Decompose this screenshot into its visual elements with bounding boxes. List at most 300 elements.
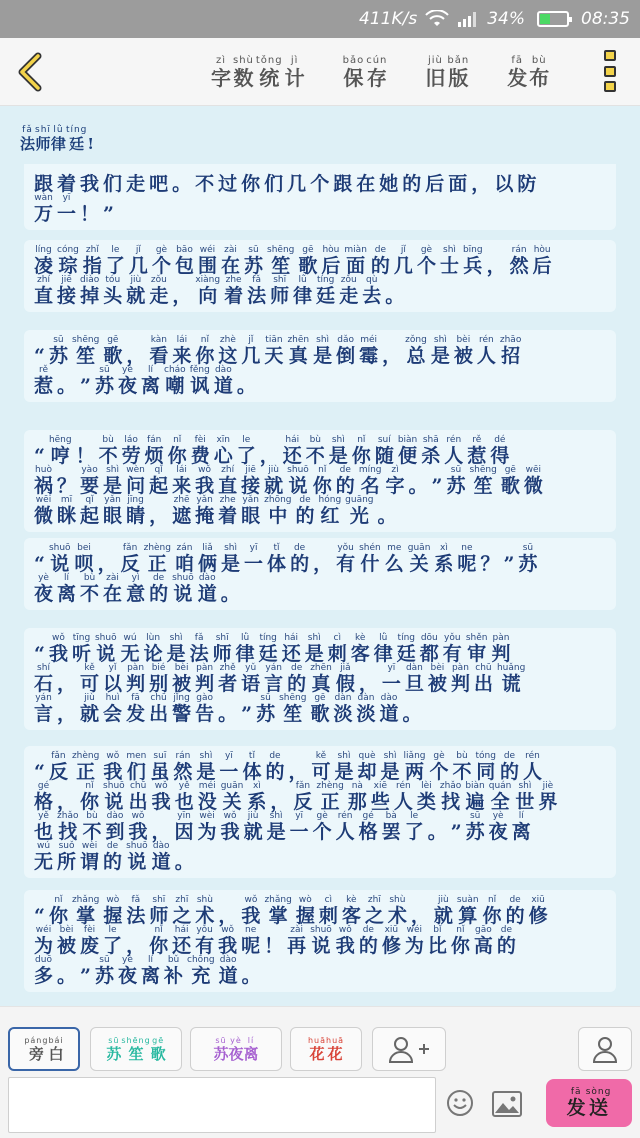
pinyin (390, 336, 393, 345)
pinyin: dào (380, 693, 398, 703)
signal-icon (457, 11, 479, 27)
ruby-char (126, 694, 145, 724)
hanzi: 法 (126, 905, 146, 927)
pinyin (65, 664, 68, 673)
pinyin: biàn (397, 435, 418, 445)
pinyin (386, 496, 389, 505)
hanzi: 的 (496, 935, 516, 957)
hanzi: “ (34, 345, 45, 367)
hanzi: “ (34, 761, 45, 783)
ruby-char (190, 634, 209, 664)
pinyin: bù (83, 573, 96, 583)
hanzi: 歌 (103, 345, 123, 367)
hanzi: 意 (126, 583, 146, 605)
hanzi: 起 (149, 475, 169, 497)
hanzi: 法 (247, 285, 267, 307)
pinyin: tǐ (248, 751, 255, 761)
hanzi: 出 (473, 673, 493, 695)
pinyin: fǎ (194, 633, 204, 643)
network-speed: 411K/s (359, 9, 418, 29)
pinyin: gè (316, 811, 328, 821)
ruby-char (126, 466, 145, 496)
pinyin: zhèng (71, 751, 100, 761)
text-line (34, 634, 606, 664)
pinyin: chū (475, 663, 492, 673)
pinyin: wēi (35, 495, 52, 505)
ruby-char (221, 246, 240, 276)
ruby-char (103, 896, 122, 926)
pinyin: shuō (287, 465, 309, 475)
hanzi: 正 (147, 553, 167, 575)
pinyin (42, 164, 45, 173)
hanzi: 字 (211, 66, 231, 90)
ruby-char (405, 926, 424, 956)
hanzi: 微 (34, 505, 54, 527)
pinyin: sū (248, 245, 259, 255)
pinyin: gé (37, 781, 50, 791)
pinyin (134, 164, 137, 173)
ruby-char (172, 694, 191, 724)
hanzi: 花 (309, 1044, 325, 1063)
pinyin: lùn (146, 633, 161, 643)
ruby-char (375, 436, 394, 466)
pinyin: tíng (397, 633, 415, 643)
pinyin (411, 694, 414, 703)
pinyin: yè (122, 955, 133, 965)
ruby-char (421, 436, 440, 466)
pinyin (180, 164, 183, 173)
pinyin: dé (494, 435, 506, 445)
battery-percent: 34% (487, 9, 525, 29)
ruby-char (287, 466, 309, 496)
pinyin: bié (151, 663, 166, 673)
hanzi: 问 (126, 475, 146, 497)
hanzi: 被 (427, 673, 447, 695)
ruby-char (20, 126, 35, 152)
pinyin: shì (383, 751, 397, 761)
ruby-char (173, 752, 192, 782)
ruby-char (310, 694, 329, 724)
hanzi: 的 (370, 255, 390, 277)
hanzi: 笙 (283, 703, 303, 725)
hanzi: 个 (429, 761, 449, 783)
pinyin: míng (358, 465, 382, 475)
ruby-char (141, 956, 160, 986)
pinyin: bù (102, 435, 114, 445)
ruby-char (385, 544, 404, 574)
hanzi: 是 (334, 761, 354, 783)
hanzi: 夜 (117, 965, 137, 987)
hanzi: 苏 (106, 1044, 122, 1063)
ruby-char (279, 694, 306, 724)
pinyin: yè (230, 1035, 242, 1045)
send-button[interactable] (546, 1079, 632, 1127)
ruby-char (103, 164, 122, 194)
pinyin: sū (99, 365, 110, 375)
pinyin: zhēn (287, 335, 310, 345)
old-version-button[interactable] (424, 56, 470, 88)
ruby-char (57, 496, 76, 526)
ruby-char (34, 544, 45, 574)
ruby-char (443, 634, 462, 664)
paragraph-card[interactable] (24, 330, 616, 402)
ruby-char (95, 634, 117, 664)
ruby-char (218, 896, 237, 926)
pinyin: jiù (438, 895, 449, 905)
ruby-char (352, 436, 371, 466)
hanzi: 正 (320, 791, 340, 813)
pinyin: nǐ (357, 435, 366, 445)
pinyin (436, 812, 439, 821)
ruby-char (287, 336, 309, 366)
hanzi: ， (126, 935, 146, 957)
hanzi: 廷 (258, 643, 278, 665)
add-character-button[interactable] (372, 1027, 446, 1071)
user-button[interactable] (578, 1027, 632, 1071)
pinyin (249, 164, 252, 173)
hanzi: 歌 (500, 475, 520, 497)
ruby-char (34, 436, 45, 466)
pinyin: fā (570, 1087, 582, 1097)
pinyin: zhè (219, 335, 236, 345)
pinyin: shù (389, 895, 406, 905)
paragraph-card[interactable] (24, 890, 616, 992)
hanzi: 会 (103, 703, 123, 725)
ruby-char (417, 782, 436, 812)
pinyin: lí (247, 1035, 255, 1045)
paragraph-card[interactable] (24, 538, 616, 610)
hanzi: 两 (405, 761, 425, 783)
pinyin (84, 366, 87, 375)
ruby-char (403, 694, 422, 724)
ruby-char (213, 1037, 228, 1062)
ruby-char (190, 366, 210, 396)
pinyin: kè (346, 895, 357, 905)
hanzi: 面 (346, 255, 366, 277)
pinyin: zhǐ (85, 245, 99, 255)
pinyin: zhě (219, 663, 236, 673)
ruby-char (98, 544, 117, 574)
ruby-char (242, 956, 261, 986)
hanzi: 。 (218, 703, 238, 725)
ruby-char (121, 544, 140, 574)
ruby-char (34, 366, 53, 396)
pinyin: bǐ (433, 925, 442, 935)
pinyin: nǐ (318, 465, 327, 475)
pinyin: huò (35, 465, 52, 475)
ruby-char (247, 782, 266, 812)
hanzi: ， (57, 673, 77, 695)
hanzi: 是 (103, 475, 123, 497)
ruby-char (121, 1037, 150, 1062)
pinyin: shì (307, 633, 321, 643)
hanzi: 判 (126, 673, 146, 695)
hanzi: 眯 (57, 505, 77, 527)
pinyin: shì (316, 335, 330, 345)
save-button[interactable] (342, 56, 389, 88)
pinyin: lí (518, 811, 524, 821)
ruby-char (80, 956, 91, 986)
ruby-char (103, 926, 122, 956)
pinyin: zhāo (499, 335, 522, 345)
pinyin: fǎn (51, 751, 66, 761)
pinyin: qǐ (85, 495, 94, 505)
ruby-char (474, 664, 493, 694)
hanzi: 布 (529, 66, 550, 90)
hanzi: 刺 (318, 905, 338, 927)
ruby-char (214, 366, 233, 396)
ruby-char (144, 634, 163, 664)
hanzi: 头 (103, 285, 123, 307)
pinyin: zhe (219, 495, 236, 505)
ruby-char (328, 634, 347, 664)
ruby-char (34, 812, 53, 842)
ruby-char (126, 926, 145, 956)
pinyin: xì (252, 781, 261, 791)
pinyin (134, 926, 137, 935)
ruby-char (80, 694, 99, 724)
pinyin (65, 164, 68, 173)
hanzi: 直 (218, 475, 238, 497)
hanzi: 说 (50, 553, 70, 575)
paragraph-card[interactable] (24, 240, 616, 312)
pinyin: guān (407, 543, 431, 553)
pinyin: huì (105, 693, 120, 703)
ruby-char (122, 436, 141, 466)
paragraph-card[interactable] (24, 430, 616, 532)
pinyin: xiū (384, 925, 399, 935)
hanzi: 找 (441, 791, 461, 813)
pinyin: chōng (187, 955, 215, 965)
pinyin (65, 366, 68, 375)
paragraph-card[interactable] (24, 746, 616, 878)
character-chip-su-shengge[interactable] (90, 1027, 182, 1071)
pinyin: shì (337, 751, 351, 761)
hanzi: 的 (335, 475, 355, 497)
pinyin: nà (351, 781, 363, 791)
ruby-char (382, 926, 401, 956)
hanzi: 名 (360, 475, 380, 497)
pinyin: gé (362, 811, 374, 821)
hanzi: 过 (218, 173, 238, 195)
ruby-char (172, 896, 191, 926)
pinyin: zì (215, 55, 227, 66)
ruby-char (57, 664, 76, 694)
ruby-char (149, 896, 168, 926)
hanzi: 笙 (271, 255, 291, 277)
ruby-char (118, 956, 137, 986)
hanzi: 后 (425, 173, 445, 195)
hanzi: 多 (34, 965, 54, 987)
ruby-char (244, 812, 263, 842)
pinyin: cì (324, 895, 333, 905)
hanzi: 。 (57, 375, 77, 397)
text-line (34, 466, 606, 496)
hanzi: 杀 (421, 445, 441, 467)
hanzi: 我 (241, 905, 261, 927)
hanzi: 们 (264, 173, 284, 195)
pinyin: líng (35, 245, 52, 255)
hanzi: 找 (58, 821, 78, 843)
ruby-char (57, 842, 76, 872)
hanzi: 系 (247, 791, 267, 813)
hanzi: 几 (128, 255, 148, 277)
ruby-char (105, 812, 124, 842)
pinyin: jiǎ (340, 663, 351, 673)
hanzi: ” (503, 553, 515, 575)
ruby-char (236, 634, 255, 664)
pinyin: de (291, 663, 303, 673)
hanzi: 算 (458, 905, 478, 927)
hanzi: 琮 (58, 255, 78, 277)
hanzi: 我 (151, 791, 171, 813)
hanzi: 光 (349, 505, 369, 527)
ruby-char (359, 466, 382, 496)
hanzi: 系 (434, 553, 454, 575)
ruby-char (264, 164, 283, 194)
hanzi: ， (57, 791, 77, 813)
pinyin: kè (355, 633, 366, 643)
hanzi: 指 (82, 255, 102, 277)
pinyin: xiàng (195, 275, 221, 285)
hanzi: 苏 (256, 703, 276, 725)
publish-button[interactable] (506, 56, 550, 88)
ruby-char (382, 812, 401, 842)
hanzi: 咱 (174, 553, 194, 575)
pinyin: duō (35, 955, 52, 965)
ruby-char (336, 544, 355, 574)
ruby-char (57, 782, 76, 812)
hanzi: 我 (220, 821, 240, 843)
ruby-char (164, 956, 183, 986)
hanzi: 着 (224, 285, 244, 307)
hanzi: 有 (336, 553, 356, 575)
ruby-char (503, 544, 514, 574)
pinyin (226, 896, 229, 905)
wifi-icon (425, 10, 449, 28)
hanzi: 都 (419, 643, 439, 665)
ruby-char (72, 752, 99, 782)
paragraph-card[interactable] (24, 164, 616, 230)
emoji-icon[interactable] (446, 1089, 474, 1117)
ruby-char (34, 466, 53, 496)
hanzi: 是 (304, 643, 324, 665)
pinyin: zhí (221, 465, 235, 475)
hanzi: 廷 (69, 135, 85, 153)
pinyin: fěng (189, 365, 210, 375)
pinyin (502, 164, 505, 173)
hanzi: 一 (219, 761, 239, 783)
ruby-char (316, 276, 335, 306)
ruby-char (175, 812, 194, 842)
ruby-char (237, 436, 256, 466)
word-count-button[interactable] (210, 56, 306, 88)
pinyin: shēng (469, 465, 497, 475)
pinyin: kàn (150, 335, 167, 345)
chevron-left-icon[interactable] (14, 52, 50, 92)
image-icon[interactable] (492, 1091, 522, 1117)
text-line (34, 574, 606, 604)
pinyin: de (106, 841, 119, 851)
hanzi: 师 (35, 135, 51, 153)
hanzi: 以 (103, 673, 123, 695)
hanzi: 发 (566, 1097, 586, 1119)
ruby-char (333, 164, 352, 194)
pinyin: yī (62, 193, 71, 203)
paragraph-card[interactable] (24, 628, 616, 730)
hanzi: 吧 (149, 173, 169, 195)
character-chip-su-yeli[interactable] (190, 1027, 282, 1071)
ruby-char (515, 782, 534, 812)
text-line (34, 926, 606, 956)
pinyin: gē (107, 335, 119, 345)
pinyin: jiù (247, 811, 259, 821)
character-chip-narration[interactable] (8, 1027, 80, 1071)
ruby-char (175, 842, 194, 872)
hanzi: 就 (243, 821, 263, 843)
ruby-char (218, 164, 237, 194)
ruby-char (356, 694, 375, 724)
pinyin (84, 436, 87, 445)
story-content[interactable] (0, 106, 640, 1006)
pinyin: zài (106, 573, 119, 583)
ruby-char (80, 194, 99, 224)
pinyin: yī (387, 663, 396, 673)
pinyin (38, 896, 41, 905)
ruby-char (411, 896, 430, 926)
ruby-char (267, 544, 286, 574)
hanzi: 歌 (310, 703, 330, 725)
app-bar-actions (210, 38, 586, 106)
hanzi: 不 (452, 761, 472, 783)
pinyin: pàn (451, 663, 469, 673)
message-input[interactable] (8, 1077, 436, 1133)
hanzi: 那 (347, 791, 367, 813)
hanzi: 数 (233, 66, 254, 90)
ruby-char (500, 336, 521, 366)
ruby-char (228, 1037, 243, 1062)
text-line (34, 366, 606, 396)
ruby-char (49, 544, 71, 574)
pinyin: jiē (245, 465, 256, 475)
pinyin: nǐ (154, 925, 163, 935)
ruby-char (167, 634, 186, 664)
pinyin: xiū (531, 895, 545, 905)
ruby-char (103, 194, 114, 224)
menu-icon[interactable] (604, 50, 616, 92)
pinyin: méi (198, 781, 216, 791)
pinyin (226, 694, 229, 703)
hanzi: ” (80, 375, 91, 397)
pinyin (157, 164, 160, 173)
ruby-char (270, 276, 289, 306)
pinyin (226, 164, 229, 173)
pinyin: fǎ (252, 275, 261, 285)
pinyin: wǒ (244, 895, 258, 905)
ruby-char (333, 694, 352, 724)
pinyin (245, 694, 248, 703)
ruby-char (420, 634, 439, 664)
hanzi: ” (103, 203, 114, 225)
pinyin (65, 782, 68, 791)
ruby-char (218, 926, 237, 956)
character-chip-huahua[interactable] (290, 1027, 362, 1071)
pinyin: gè (433, 751, 445, 761)
ruby-char (72, 634, 91, 664)
pinyin: gè (155, 245, 168, 255)
hanzi: 格 (358, 821, 378, 843)
pinyin: dàn (357, 693, 375, 703)
